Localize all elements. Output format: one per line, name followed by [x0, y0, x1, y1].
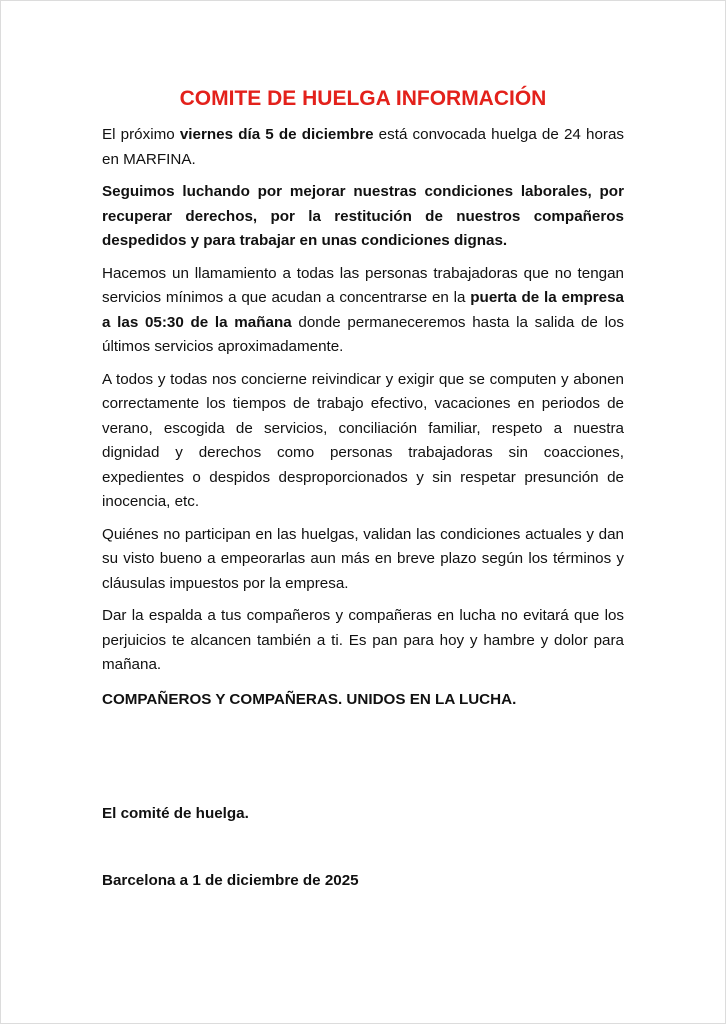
document-title: COMITE DE HUELGA INFORMACIÓN — [179, 87, 547, 110]
p2-text: Seguimos luchando por mejorar nuestras condiciones laborales, por recuperar derechos, por la restitución de nuestros compañeros despedidos y para trabajar en unas condiciones dignas. — [102, 183, 624, 250]
p1-text-a: El próximo — [102, 126, 180, 144]
paragraph-strike-date — [102, 123, 624, 172]
paragraph-call-to-action — [102, 262, 624, 360]
p1-text-c: está convocada huelga de 24 horas en MARFINA. — [102, 126, 625, 168]
paragraph-non-participants: Quiénes no participan en las huelgas, validan las condiciones actuales y dan su visto bueno a empeorarlas aun más en breve plazo según los términos y cláusulas impuestos por la empresa. — [102, 525, 624, 592]
slogan — [102, 688, 624, 713]
p3-text-c: donde permaneceremos hasta la salida de los últimos servicios aproximadamente. — [102, 313, 624, 356]
paragraph-struggle — [102, 180, 624, 254]
paragraph-demands: A todos y todas nos concierne reivindicar y exigir que se computen y abonen correctamente los tiempos de trabajo efectivo, vacaciones en periodos de verano, escogida de servicios, conciliación familiar, respeto a nuestra dignidad y derechos como personas trabajadoras sin coacciones, expedientes o despidos desproporcionados y sin respetar presunción de inocencia, etc. — [102, 370, 624, 511]
document-body — [102, 86, 624, 720]
p1-strike-day: viernes día 5 de diciembre — [179, 126, 374, 144]
slogan-text: COMPAÑEROS Y COMPAÑERAS. UNIDOS EN LA LUCHA. — [102, 690, 517, 708]
place-date: Barcelona a 1 de diciembre de 2025 — [102, 872, 359, 889]
signature: El comité de huelga. — [102, 805, 249, 822]
paragraph-solidarity: Dar la espalda a tus compañeros y compañeras en lucha no evitará que los perjuicios te alcancen también a ti. Es pan para hoy y hambre y dolor para mañana. — [102, 607, 624, 674]
p3-text-a: Hacemos un llamamiento a todas las personas trabajadoras que no tengan servicios mínimos a que acudan a concentrarse en la — [102, 264, 624, 307]
p3-meeting-point: puerta de la empresa a las 05:30 de la mañana — [102, 289, 624, 331]
